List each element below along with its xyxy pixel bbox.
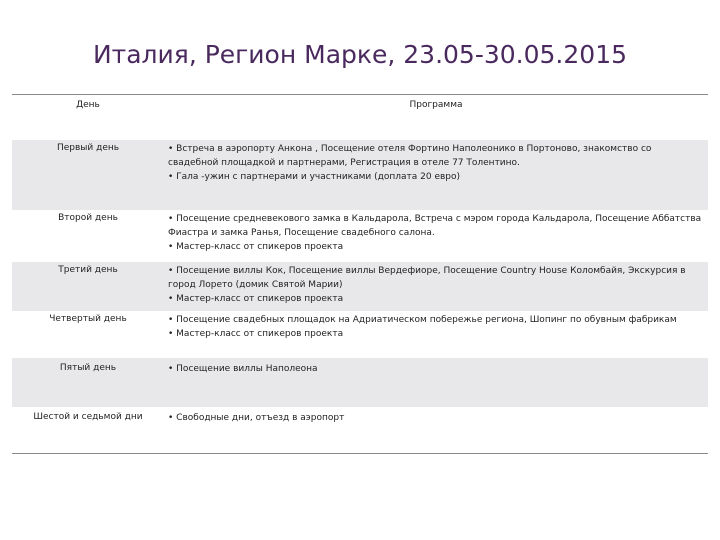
table-row xyxy=(12,407,708,453)
row-day: Третий день xyxy=(58,265,118,275)
row-program xyxy=(168,212,704,254)
row-program xyxy=(168,313,704,341)
table-row xyxy=(12,358,708,407)
program-item: • Гала -ужин с партнерами и участниками (доплата 20 евро) xyxy=(168,172,461,182)
row-day: Четвертый день xyxy=(49,314,127,324)
table-row xyxy=(12,262,708,311)
program-item: • Посещение виллы Кок, Посещение виллы Вердефиоре, Посещение Country House Коломбайя, Экскурсия в город Лорето (домик Святой Марии) xyxy=(168,266,686,290)
row-day: Шестой и седьмой дни xyxy=(33,412,143,422)
program-item: • Посещение свадебных площадок на Адриатическом побережье региона, Шопинг по обувным фабрикам xyxy=(168,315,677,325)
program-item: • Посещение средневекового замка в Кальдарола, Встреча с мэром города Кальдарола, Посещение Аббатства Фиастра и замка Ранья, Посещение свадебного салона. xyxy=(168,214,702,238)
program-item: • Мастер-класс от спикеров проекта xyxy=(168,329,344,339)
table-header xyxy=(12,94,708,141)
table-bottom-border xyxy=(12,453,708,454)
header-program: Программа xyxy=(409,100,463,110)
row-program xyxy=(168,142,704,184)
program-item: • Мастер-класс от спикеров проекта xyxy=(168,294,344,304)
program-item: • Свободные дни, отъезд в аэропорт xyxy=(168,413,345,423)
row-program xyxy=(168,362,704,376)
header-day: День xyxy=(76,100,100,110)
row-day: Первый день xyxy=(56,143,120,153)
program-item: • Мастер-класс от спикеров проекта xyxy=(168,242,344,252)
table-row xyxy=(12,210,708,262)
row-day: Второй день xyxy=(58,213,118,223)
page-title: Италия, Регион Марке, 23.05-30.05.2015 xyxy=(92,40,628,69)
table-row xyxy=(12,140,708,210)
program-item: • Посещение виллы Наполеона xyxy=(168,364,318,374)
row-day: Пятый день xyxy=(59,363,117,373)
row-program xyxy=(168,411,704,425)
table-row xyxy=(12,311,708,358)
row-program xyxy=(168,264,704,306)
program-item: • Встреча в аэропорту Анкона , Посещение отеля Фортино Наполеонико в Портоново, знакомство со свадебной площадкой и партнерами, Регистрация в отеле 77 Толентино. xyxy=(168,144,652,168)
